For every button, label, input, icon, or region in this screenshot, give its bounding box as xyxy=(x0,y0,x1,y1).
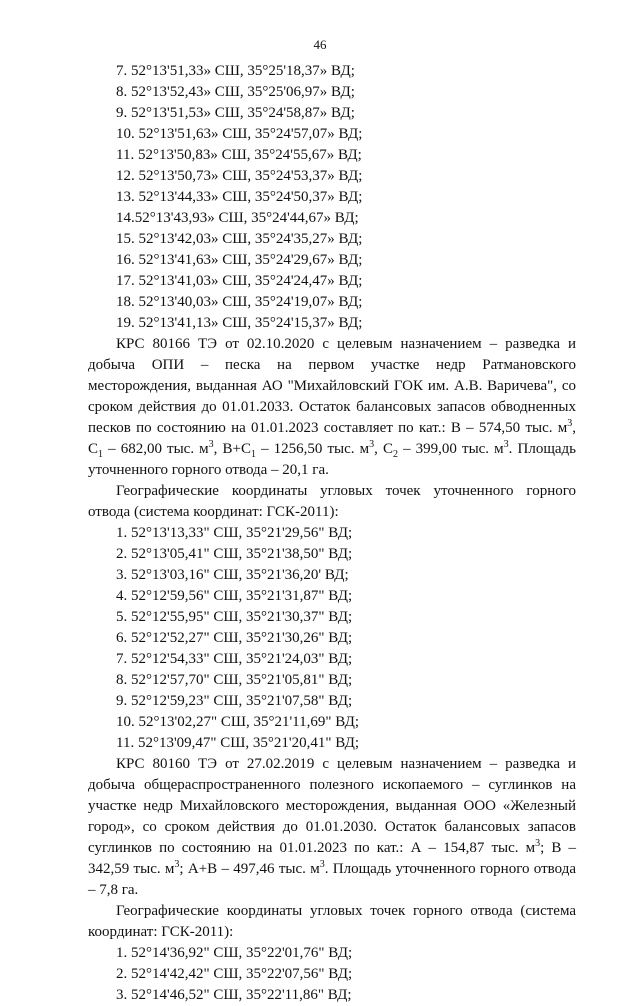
list-item: 11. 52°13'09,47" СШ, 35°21'20,41" ВД; xyxy=(116,735,360,751)
license-paragraph-80166: КРС 80166 ТЭ от 02.10.2020 с целевым назначением – разведка и добыча ОПИ – песка на первом участке недр Ратмановского месторождения, выданная АО "Михайловский ГОК им. А.В. Варичева", со сроком действия до 01.01.2033. Остаток балансовых запасов обводненных песков по состоянию на 01.01.2023 составляет по кат.: В – 574,50 тыс. $м^3$, $С_1 - 682,00$ тыс. $м^3$, $В+С_1 - 1256,50$ тыс. $м^3$, $С_2 - 399,00$ тыс. $м^3$. Площадь уточненного горного отвода – 20,1 га. xyxy=(88,336,576,478)
list-item: 3. 52°13'03,16" СШ, 35°21'36,20' ВД; xyxy=(116,567,349,583)
list-item: 11. 52°13'50,83» СШ, 35°24'55,67» ВД; xyxy=(116,147,362,163)
license-paragraph-80160: КРС 80160 ТЭ от 27.02.2019 с целевым назначением – разведка и добыча общераспространенного полезного ископаемого – суглинков на участке недр Михайловского месторождения, выданная ООО «Железный город», со сроком действия до 01.01.2030. Остаток балансовых запасов суглинков по состоянию на 01.01.2023 по кат.: А – 154,87 тыс. $м^3$; В – 342,59 тыс. $м^3$; А+В – 497,46 тыс. $м^3$. Площадь уточненного горного отвода – 7,8 га. xyxy=(88,756,576,898)
list-item: 8. 52°12'57,70" СШ, 35°21'05,81" ВД; xyxy=(116,672,353,688)
document-body xyxy=(88,61,576,1006)
list-item: 5. 52°12'55,95" СШ, 35°21'30,37" ВД; xyxy=(116,609,353,625)
list-item: 9. 52°12'59,23" СШ, 35°21'07,58" ВД; xyxy=(116,693,353,709)
list-item: 18. 52°13'40,03» СШ, 35°24'19,07» ВД; xyxy=(116,294,363,310)
list-item: 1. 52°13'13,33" СШ, 35°21'29,56" ВД; xyxy=(116,525,353,541)
list-item: 16. 52°13'41,63» СШ, 35°24'29,67» ВД; xyxy=(116,252,363,268)
list-item: 13. 52°13'44,33» СШ, 35°24'50,37» ВД; xyxy=(116,189,363,205)
list-item: 19. 52°13'41,13» СШ, 35°24'15,37» ВД; xyxy=(116,315,363,331)
list-item: 7. 52°12'54,33" СШ, 35°21'24,03" ВД; xyxy=(116,651,353,667)
coordinate-list-3 xyxy=(88,943,576,1006)
coordinates-heading-2: Географические координаты угловых точек горного отвода (система координат: ГСК-2011): xyxy=(88,903,576,940)
coordinate-list-1 xyxy=(88,61,576,334)
page-number: 46 xyxy=(313,37,327,52)
list-item: 7. 52°13'51,33» СШ, 35°25'18,37» ВД; xyxy=(116,63,355,79)
coordinates-heading-1: Географические координаты угловых точек уточненного горного отвода (система координат: ГСК-2011): xyxy=(88,483,576,520)
list-item: 3. 52°14'46,52" СШ, 35°22'11,86" ВД; xyxy=(116,987,352,1003)
list-item: 2. 52°14'42,42" СШ, 35°22'07,56" ВД; xyxy=(116,966,353,982)
list-item: 2. 52°13'05,41" СШ, 35°21'38,50" ВД; xyxy=(116,546,353,562)
list-item: 1. 52°14'36,92" СШ, 35°22'01,76" ВД; xyxy=(116,945,353,961)
list-item: 9. 52°13'51,53» СШ, 35°24'58,87» ВД; xyxy=(116,105,355,121)
list-item: 12. 52°13'50,73» СШ, 35°24'53,37» ВД; xyxy=(116,168,363,184)
list-item: 4. 52°12'59,56" СШ, 35°21'31,87" ВД; xyxy=(116,588,353,604)
list-item: 6. 52°12'52,27" СШ, 35°21'30,26" ВД; xyxy=(116,630,353,646)
list-item: 17. 52°13'41,03» СШ, 35°24'24,47» ВД; xyxy=(116,273,363,289)
list-item: 15. 52°13'42,03» СШ, 35°24'35,27» ВД; xyxy=(116,231,363,247)
list-item: 10. 52°13'02,27" СШ, 35°21'11,69" ВД; xyxy=(116,714,360,730)
coordinate-list-2 xyxy=(88,523,576,754)
list-item: 14.52°13'43,93» СШ, 35°24'44,67» ВД; xyxy=(116,210,359,226)
list-item: 8. 52°13'52,43» СШ, 35°25'06,97» ВД; xyxy=(116,84,355,100)
list-item: 10. 52°13'51,63» СШ, 35°24'57,07» ВД; xyxy=(116,126,363,142)
